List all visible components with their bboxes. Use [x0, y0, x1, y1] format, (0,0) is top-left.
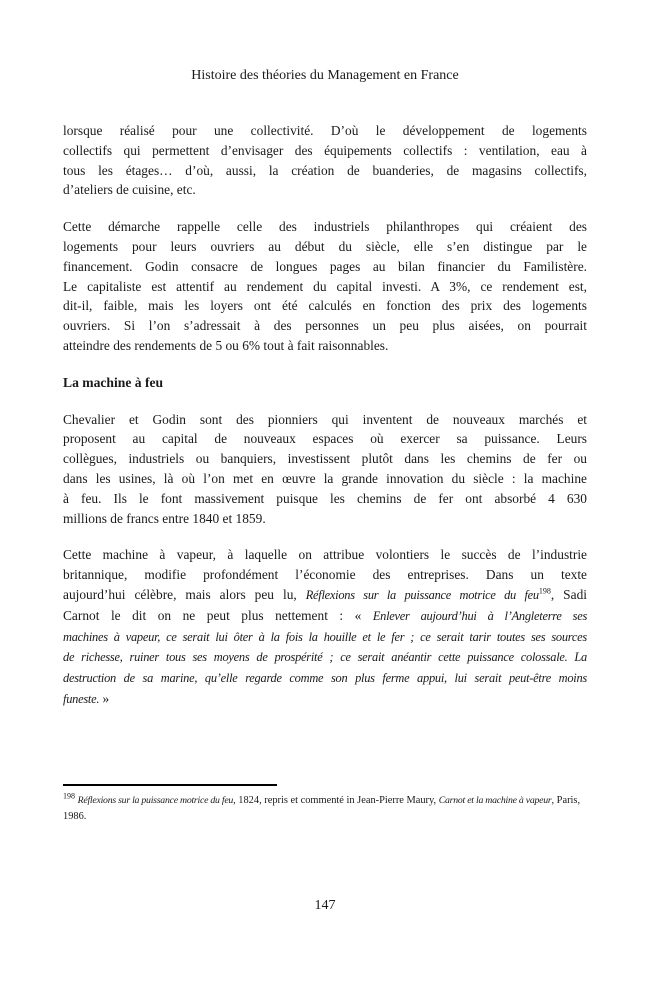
text: tous les étages… d’où, aussi, la création de buanderies, de magasins collectifs,: [63, 162, 587, 178]
text: ouvriers. Si l’on s’adressait à des personnes un peu plus aisées, on pourrait: [63, 318, 587, 334]
text: financement. Godin consacre de longues pages au bilan financier du Familistère.: [63, 258, 587, 274]
text: dans les usines, là où l’on met en œuvre la grande innovation du siècle : la machine: [63, 470, 587, 486]
paragraph: [63, 121, 587, 200]
text-line: [63, 565, 587, 585]
text-line: [63, 217, 587, 237]
text-line: [63, 627, 587, 648]
footnote-number: 198: [63, 791, 75, 801]
text-line: [63, 689, 587, 710]
text: Cette machine à vapeur, à laquelle on attribue volontiers le succès de l’industrie: [63, 547, 587, 563]
text-line: [63, 296, 587, 316]
paragraph: [63, 217, 587, 356]
italic-text: Réflexions sur la puissance motrice du feu: [305, 587, 539, 602]
running-header: Histoire des théories du Management en France: [191, 68, 459, 83]
text: collègues, industriels ou banquiers, investissent plutôt dans les chemins de fer ou: [63, 451, 587, 467]
italic-text: de richesse, ruiner tous ses moyens de prospérité ; ce serait anéantir cette puissance colossale. La: [63, 650, 587, 665]
text: »: [99, 690, 110, 706]
text-line: [63, 180, 587, 200]
text: atteindre des rendements de 5 ou 6% tout à fait raisonnables.: [63, 337, 389, 353]
footnote-book: Carnot et la machine à vapeur: [438, 795, 552, 806]
text-line: [63, 668, 587, 689]
footnote-text-end: , Paris, 1986.: [63, 795, 581, 822]
text-line: [63, 585, 587, 606]
text: , Sadi: [550, 586, 587, 602]
text: logements pour leurs ouvriers au début du siècle, elle s’en distingue par le: [63, 238, 587, 254]
italic-text: funeste.: [63, 691, 100, 706]
text: Chevalier et Godin sont des pionniers qui inventent de nouveaux marchés et: [63, 411, 587, 427]
text-line: [63, 606, 587, 627]
italic-text: destruction de sa marine, qu’elle regarde comme son plus ferme appui, lui serait peut-être moins: [63, 671, 587, 686]
text: proposent au capital de nouveaux espaces où exercer sa puissance. Leurs: [63, 431, 587, 447]
text: britannique, modifie profondément l’économie des entreprises. Dans un texte: [63, 567, 587, 583]
section-heading: La machine à feu: [63, 374, 164, 390]
text-line: [63, 237, 587, 257]
page-body: [63, 121, 587, 727]
text: aujourd’hui célèbre, mais alors peu lu,: [63, 586, 306, 602]
text-line: [63, 336, 587, 356]
text-line: [63, 141, 587, 161]
text-line: [63, 257, 587, 277]
page-number: 147: [314, 898, 336, 913]
text: Carnot le dit on ne peut plus nettement : «: [63, 607, 373, 623]
footnote-ref: 198: [538, 586, 551, 596]
text-line: [63, 121, 587, 141]
text-line: [63, 429, 587, 449]
text: dit-il, faible, mais les loyers ont été calculés en fonction des prix des logements: [63, 298, 587, 314]
footnote-text: , 1824, repris et commenté in Jean-Pierre Maury,: [233, 795, 439, 806]
paragraph: [63, 545, 587, 709]
text-line: [63, 410, 587, 430]
text: Cette démarche rappelle celle des industriels philanthropes qui créaient des: [63, 219, 587, 235]
text-line: [63, 161, 587, 181]
text-line: [63, 449, 587, 469]
text-line: [63, 509, 587, 529]
italic-text: machines à vapeur, ce serait lui ôter à la fois la houille et le fer ; ce serait tarir toutes ses sources: [63, 629, 587, 644]
text: millions de francs entre 1840 et 1859.: [63, 510, 266, 526]
footnote-title: Réflexions sur la puissance motrice du feu: [77, 795, 234, 806]
footnote: [63, 793, 587, 824]
text-line: [63, 277, 587, 297]
text: à feu. Ils le font massivement puisque les chemins de fer ont absorbé 4 630: [63, 490, 587, 506]
text: Le capitaliste est attentif au rendement du capital investi. A 3%, ce rendement est,: [63, 278, 587, 294]
text-line: [63, 489, 587, 509]
text: d’ateliers de cuisine, etc.: [63, 182, 196, 198]
italic-text: Enlever aujourd’hui à l’Angleterre ses: [372, 608, 588, 623]
text: lorsque réalisé pour une collectivité. D’où le développement de logements: [63, 123, 587, 138]
text: collectifs qui permettent d’envisager des équipements collectifs : ventilation, eau à: [63, 142, 587, 158]
footnote-separator: [63, 784, 277, 786]
text-line: [63, 545, 587, 565]
text-line: [63, 316, 587, 336]
text-line: [63, 647, 587, 668]
text-line: [63, 469, 587, 489]
paragraph: [63, 410, 587, 529]
